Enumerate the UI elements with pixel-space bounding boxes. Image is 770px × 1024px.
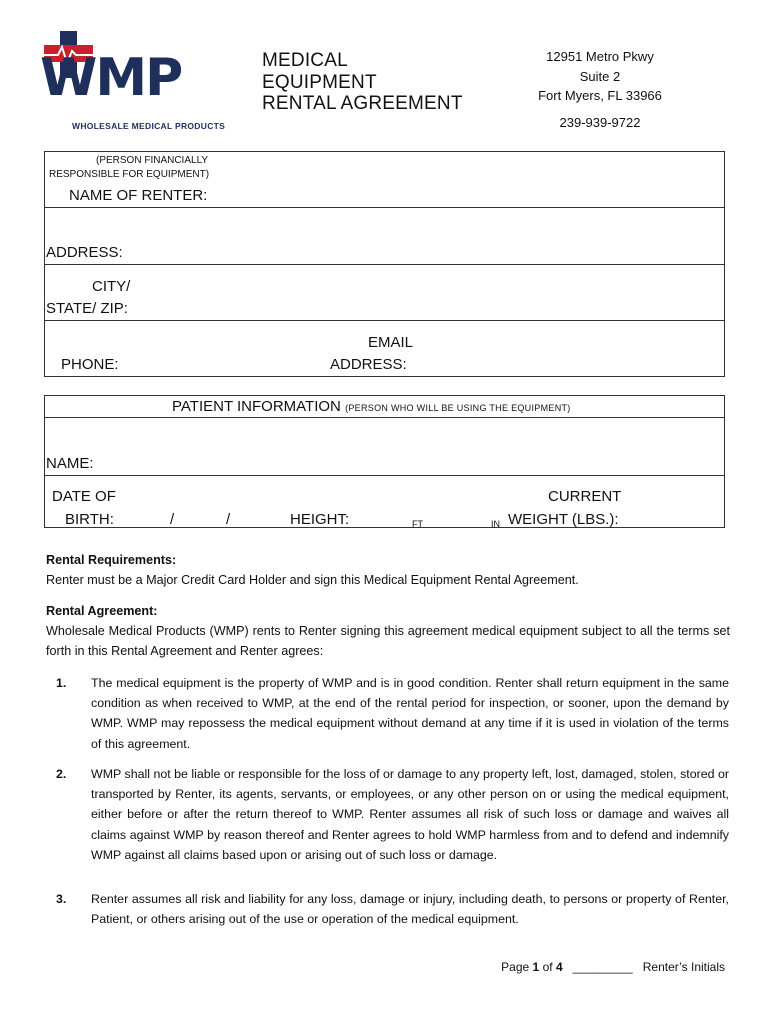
document-title-line2: RENTAL AGREEMENT — [262, 93, 463, 114]
patient-name-label: NAME: — [46, 455, 94, 472]
agreement-intro: Wholesale Medical Products (WMP) rents to Renter signing this agreement medical equipment subject to all the terms set forth in this Rental Agreement and Renter agrees: — [46, 624, 730, 659]
divider — [44, 475, 724, 476]
item-text: WMP shall not be liable or responsible for the loss of or damage to any property left, lost, damaged, stolen, stored or transported by Renter, its agents, servants, or employees, or any other person on or using the medical equipment, either before or after the return thereof to WMP. Renter assumes all risk of such loss or damage and waives all claims against WMP by reason thereof and Renter agrees to hold WMP harmless from and to defend and indemnify WMP against all claims based upon or arising out of such loss or damage. — [91, 767, 729, 862]
page-prefix: Page — [501, 960, 530, 974]
page-current: 1 — [532, 960, 540, 974]
renter-state-zip-label: STATE/ ZIP: — [46, 300, 128, 317]
dob-separator: / — [170, 511, 175, 528]
company-address — [530, 47, 670, 132]
height-inches-unit: IN — [491, 519, 500, 529]
divider — [44, 264, 724, 265]
renter-email-label-line2: ADDRESS: — [330, 356, 407, 373]
page-total: 4 — [555, 960, 563, 974]
patient-weight-label-line2: WEIGHT (LBS.): — [508, 511, 619, 528]
item-text: Renter assumes all risk and liability for any loss, damage or injury, including death, to persons or property of Renter, Patient, or others arising out of the use or operation of the medical equipment. — [91, 892, 729, 927]
address-line2: Suite 2 — [579, 68, 621, 84]
renter-phone-label: PHONE: — [61, 356, 119, 373]
renter-address-field[interactable] — [130, 242, 720, 262]
patient-heading-note: (PERSON WHO WILL BE USING THE EQUIPMENT) — [345, 403, 571, 413]
renter-address-label: ADDRESS: — [46, 244, 123, 261]
renter-city-state-zip-field[interactable] — [140, 298, 720, 318]
page-of: of — [542, 960, 553, 974]
requirements-text: Renter must be a Major Credit Card Holder and sign this Medical Equipment Rental Agreement. — [46, 573, 579, 587]
patient-height-label: HEIGHT: — [290, 511, 350, 528]
renter-email-field[interactable] — [410, 352, 720, 372]
document-title-line1: MEDICAL EQUIPMENT — [262, 50, 377, 93]
patient-height-field[interactable] — [358, 507, 498, 527]
renter-email-label-line1: EMAIL — [368, 334, 414, 351]
height-feet-unit: FT — [412, 519, 423, 529]
patient-dob-label-line2: BIRTH: — [65, 511, 114, 528]
patient-name-field[interactable] — [105, 453, 720, 473]
patient-weight-field[interactable] — [620, 507, 720, 527]
requirements-heading: Rental Requirements: — [46, 553, 177, 567]
divider — [44, 320, 724, 321]
renter-phone-field[interactable] — [125, 352, 325, 372]
renter-name-label: NAME OF RENTER: — [69, 187, 208, 204]
dob-separator: / — [226, 511, 231, 528]
initials-label: Renter’s Initials — [642, 960, 725, 974]
logo-wordmark: WMP — [40, 48, 182, 108]
patient-section-heading — [172, 396, 571, 419]
page-footer — [501, 960, 725, 974]
company-phone: 239-939-9722 — [559, 114, 641, 130]
patient-heading-text: PATIENT INFORMATION — [172, 398, 341, 415]
renter-city-label: CITY/ — [92, 278, 131, 295]
patient-dob-label-line1: DATE OF — [52, 488, 116, 505]
initials-field[interactable]: _________ — [572, 960, 633, 974]
patient-dob-field[interactable] — [120, 507, 280, 527]
address-line3: Fort Myers, FL 33966 — [538, 88, 662, 103]
address-line1: 12951 Metro Pkwy — [546, 49, 654, 64]
divider — [44, 207, 724, 208]
renter-name-field[interactable] — [215, 186, 720, 206]
item-number: 3. — [56, 892, 67, 906]
item-number: 1. — [56, 676, 67, 690]
renter-note-line2: RESPONSIBLE FOR EQUIPMENT) — [49, 169, 210, 180]
logo-subtitle: WHOLESALE MEDICAL PRODUCTS — [72, 121, 226, 131]
item-text: The medical equipment is the property of WMP and is in good condition. Renter shall return equipment in the same condition as when received to WMP, at the end of the rental period for inspection, or sooner, upon the demand by WMP. WMP may repossess the medical equipment without demand at any time if it is used in violation of the terms of this agreement. — [91, 676, 729, 751]
agreement-heading: Rental Agreement: — [46, 604, 158, 618]
patient-weight-label-line1: CURRENT — [548, 488, 622, 505]
item-number: 2. — [56, 767, 67, 781]
renter-note-line1: (PERSON FINANCIALLY — [96, 155, 209, 166]
